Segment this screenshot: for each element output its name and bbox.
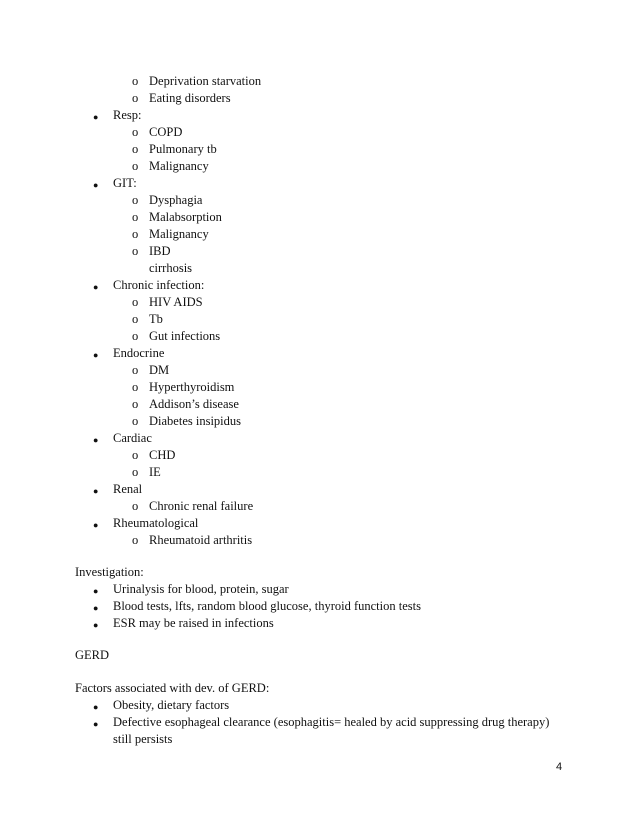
bullet-marker: ● xyxy=(93,180,99,190)
sub-bullet-marker: o xyxy=(132,295,139,309)
bullet-marker: ● xyxy=(93,702,99,712)
bullet-marker: ● xyxy=(93,603,99,613)
sub-bullet-marker: o xyxy=(132,227,139,241)
list-item: GIT: xyxy=(113,176,137,190)
bullet-marker: ● xyxy=(93,719,99,729)
list-item: IE xyxy=(149,465,161,479)
sub-bullet-marker: o xyxy=(132,193,139,207)
bullet-marker: ● xyxy=(93,586,99,596)
list-item: Cardiac xyxy=(113,431,152,445)
page-number: 4 xyxy=(556,761,563,773)
sub-bullet-marker: o xyxy=(132,499,139,513)
list-item: DM xyxy=(149,363,170,377)
bullet-marker: ● xyxy=(93,112,99,122)
bullet-marker: ● xyxy=(93,520,99,530)
heading-text: Investigation: xyxy=(75,565,144,579)
bullet-marker: ● xyxy=(93,620,99,630)
list-item: Addison’s disease xyxy=(149,397,239,411)
list-item: Pulmonary tb xyxy=(149,142,217,156)
bullet-marker: ● xyxy=(93,282,99,292)
sub-bullet-marker: o xyxy=(132,312,139,326)
heading-text: GERD xyxy=(75,648,110,662)
sub-bullet-marker: o xyxy=(132,244,139,258)
sub-bullet-marker: o xyxy=(132,91,139,105)
list-item: HIV AIDS xyxy=(149,295,203,309)
sub-bullet-marker: o xyxy=(132,397,139,411)
list-item: Malignancy xyxy=(149,227,209,241)
list-item: Eating disorders xyxy=(149,91,231,105)
list-item: Urinalysis for blood, protein, sugar xyxy=(113,582,289,596)
sub-bullet-marker: o xyxy=(132,210,139,224)
list-item: Rheumatological xyxy=(113,516,199,530)
sub-bullet-marker: o xyxy=(132,380,139,394)
list-item: IBD xyxy=(149,244,171,258)
list-item: ESR may be raised in infections xyxy=(113,616,274,630)
list-item: still persists xyxy=(113,732,173,746)
bullet-marker: ● xyxy=(93,486,99,496)
bullet-marker: ● xyxy=(93,435,99,445)
sub-bullet-marker: o xyxy=(132,74,139,88)
list-item: CHD xyxy=(149,448,176,462)
list-item: Deprivation starvation xyxy=(149,74,262,88)
list-item: cirrhosis xyxy=(149,261,193,275)
list-item: Dysphagia xyxy=(149,193,203,207)
sub-bullet-marker: o xyxy=(132,363,139,377)
list-item: Defective esophageal clearance (esophagitis= healed by acid suppressing drug therapy) xyxy=(113,715,550,729)
list-item: Endocrine xyxy=(113,346,165,360)
sub-bullet-marker: o xyxy=(132,533,139,547)
list-item: Tb xyxy=(149,312,163,326)
list-item: COPD xyxy=(149,125,183,139)
list-item: Diabetes insipidus xyxy=(149,414,242,428)
list-item: Chronic infection: xyxy=(113,278,205,292)
list-item: Gut infections xyxy=(149,329,221,343)
sub-bullet-marker: o xyxy=(132,448,139,462)
list-item: Hyperthyroidism xyxy=(149,380,235,394)
sub-bullet-marker: o xyxy=(132,465,139,479)
sub-bullet-marker: o xyxy=(132,125,139,139)
list-item: Malabsorption xyxy=(149,210,222,224)
list-item: Rheumatoid arthritis xyxy=(149,533,253,547)
list-item: Malignancy xyxy=(149,159,209,173)
sub-bullet-marker: o xyxy=(132,159,139,173)
sub-bullet-marker: o xyxy=(132,142,139,156)
sub-bullet-marker: o xyxy=(132,414,139,428)
list-item: Chronic renal failure xyxy=(149,499,254,513)
list-item: Blood tests, lfts, random blood glucose, thyroid function tests xyxy=(113,599,421,613)
heading-text: Factors associated with dev. of GERD: xyxy=(75,681,270,695)
list-item: Obesity, dietary factors xyxy=(113,698,230,712)
list-item: Renal xyxy=(113,482,143,496)
sub-bullet-marker: o xyxy=(132,329,139,343)
list-item: Resp: xyxy=(113,108,142,122)
bullet-marker: ● xyxy=(93,350,99,360)
